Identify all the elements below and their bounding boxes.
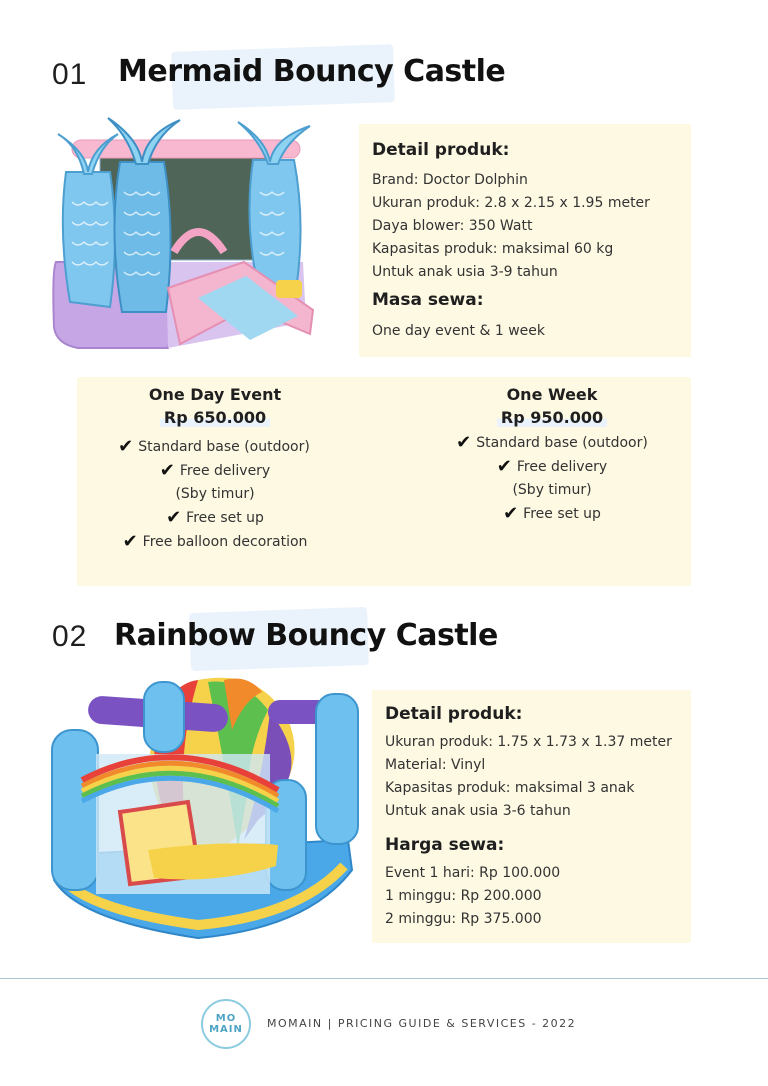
mermaid-bouncy-castle-image [48, 112, 320, 364]
rainbow-bouncy-castle-image [48, 670, 364, 952]
detail-item: Kapasitas produk: maksimal 3 anak [385, 780, 635, 796]
detail-heading: Detail produk: [372, 140, 510, 160]
check-icon: ✔ [118, 436, 134, 457]
plan-price: Rp 650.000 [160, 408, 270, 427]
check-icon: ✔ [159, 460, 175, 481]
feature-item: ✔ Free set up [166, 507, 264, 528]
product-title: Rainbow Bouncy Castle [114, 618, 498, 653]
feature-item: ✔ Standard base (outdoor) [118, 436, 310, 457]
check-icon: ✔ [166, 507, 182, 528]
rent-heading: Masa sewa: [372, 290, 484, 310]
product-detail-box [359, 124, 691, 357]
momain-logo [201, 999, 251, 1049]
product-title: Mermaid Bouncy Castle [118, 54, 506, 89]
feature-item: ✔ Free delivery [496, 456, 608, 477]
detail-item: Brand: Doctor Dolphin [372, 172, 528, 188]
pricing-box [77, 377, 691, 586]
footer-divider [0, 978, 768, 979]
detail-heading: Detail produk: [385, 704, 523, 724]
plan-one-week [417, 385, 687, 526]
product-number: 01 [52, 58, 88, 91]
check-icon: ✔ [503, 503, 519, 524]
detail-list [385, 731, 672, 823]
price-heading: Harga sewa: [385, 835, 505, 855]
plan-name: One Day Event [148, 385, 282, 404]
detail-item: Ukuran produk: 2.8 x 2.15 x 1.95 meter [372, 195, 650, 211]
feature-item: (Sby timur) [512, 482, 592, 498]
price-item: 1 minggu: Rp 200.000 [385, 888, 542, 904]
detail-item: Kapasitas produk: maksimal 60 kg [372, 241, 614, 257]
detail-item: Untuk anak usia 3-6 tahun [385, 803, 571, 819]
plan-price: Rp 950.000 [497, 408, 607, 427]
logo-text-top: MO [215, 1013, 237, 1024]
check-icon: ✔ [496, 456, 512, 477]
feature-item: ✔ Free delivery [159, 460, 271, 481]
footer-text: MOMAIN | PRICING GUIDE & SERVICES - 2022 [267, 1017, 577, 1030]
plan-one-day [77, 385, 353, 554]
logo-text-bottom: MAIN [209, 1024, 243, 1035]
detail-item: Daya blower: 350 Watt [372, 218, 533, 234]
price-item: Event 1 hari: Rp 100.000 [385, 865, 561, 881]
feature-item: ✔ Free balloon decoration [122, 531, 308, 552]
feature-item: (Sby timur) [175, 486, 255, 502]
feature-item: ✔ Free set up [503, 503, 601, 524]
detail-item: Material: Vinyl [385, 757, 486, 773]
check-icon: ✔ [122, 531, 138, 552]
detail-item: Ukuran produk: 1.75 x 1.73 x 1.37 meter [385, 734, 672, 750]
detail-list [372, 169, 650, 284]
price-item: 2 minggu: Rp 375.000 [385, 911, 542, 927]
product-detail-box [372, 690, 691, 943]
check-icon: ✔ [456, 432, 472, 453]
plan-name: One Week [506, 385, 598, 404]
rent-period: One day event & 1 week [372, 323, 545, 339]
product-number: 02 [52, 620, 88, 653]
price-list [385, 862, 560, 931]
detail-item: Untuk anak usia 3-9 tahun [372, 264, 558, 280]
feature-item: ✔ Standard base (outdoor) [456, 432, 648, 453]
